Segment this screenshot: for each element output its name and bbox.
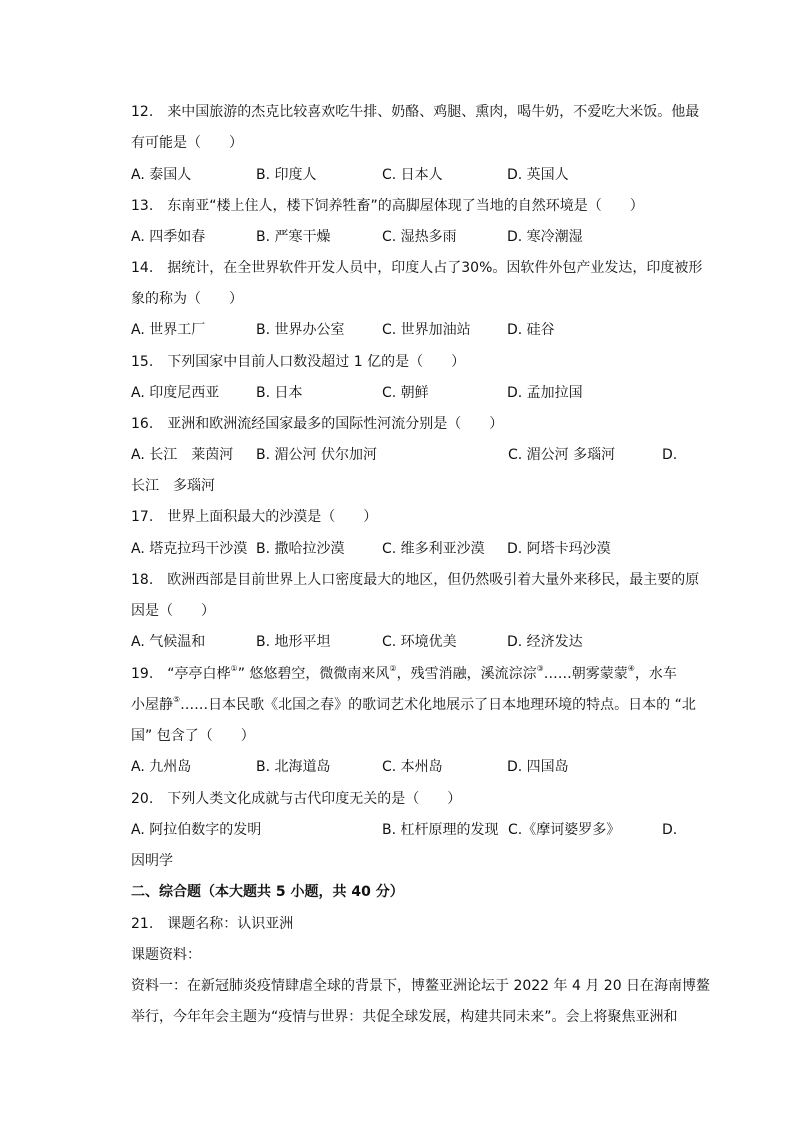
q19-options [131, 755, 696, 779]
section-2-title: 二、综合题（本大题共 5 小题，共 40 分） [131, 884, 404, 900]
q12-option-d: D. 英国人 [507, 167, 569, 183]
q20-option-d-text: 因明学 [131, 853, 173, 869]
q15-stem: 15. 下列国家中目前人口数没超过 1 亿的是（ ） [131, 354, 466, 370]
q17-option-b: B. 撒哈拉沙漠 [256, 541, 345, 557]
materials-label: 课题资料： [131, 947, 201, 963]
q12-option-c: C. 日本人 [382, 167, 443, 183]
q16-stem: 16. 亚洲和欧洲流经国家最多的国际性河流分别是（ ） [131, 416, 504, 432]
q18-options [131, 630, 696, 654]
q14-option-a: A. 世界工厂 [131, 322, 206, 338]
q16-option-a: A. 长江 莱茵河 [131, 447, 234, 463]
q21-stem: 21. 课题名称：认识亚洲 [131, 916, 294, 932]
q19-stem-line2 [131, 693, 696, 717]
q15-option-d: D. 孟加拉国 [507, 385, 583, 401]
q19-option-a: A. 九州岛 [131, 759, 192, 775]
q12-option-a: A. 泰国人 [131, 167, 192, 183]
q16-option-d-text: 长江 多瑙河 [131, 478, 215, 494]
q15-option-b: B. 日本 [256, 385, 303, 401]
q19-text: ……日本民歌《北国之春》的歌词艺术化地展示了日本地理环境的特点。日本的 “北 [180, 697, 696, 713]
q19-text: ……朝雾蒙蒙 [543, 666, 628, 682]
q20-stem: 20. 下列人类文化成就与古代印度无关的是（ ） [131, 791, 462, 807]
q18-option-d: D. 经济发达 [507, 634, 583, 650]
q14-option-b: B. 世界办公室 [256, 322, 345, 338]
q20-option-b: B. 杠杆原理的发现 [382, 822, 499, 838]
q19-option-c: C. 本州岛 [382, 759, 443, 775]
q13-option-a: A. 四季如春 [131, 229, 206, 245]
q17-options [131, 537, 696, 561]
q17-option-c: C. 维多利亚沙漠 [382, 541, 485, 557]
q16-options [131, 443, 696, 467]
q17-option-d: D. 阿塔卡玛沙漠 [507, 541, 611, 557]
q14-options [131, 318, 696, 342]
q12-stem-line2: 有可能是（ ） [131, 135, 243, 151]
q13-option-c: C. 湿热多雨 [382, 229, 457, 245]
q20-option-d: D. [662, 822, 678, 838]
q17-option-a: A. 塔克拉玛干沙漠 [131, 541, 248, 557]
material-1-line2: 举行，今年年会主题为“疫情与世界：共促全球发展，构建共同未来”。会上将聚焦亚洲和 [131, 1009, 678, 1025]
q13-options [131, 225, 696, 249]
q12-options [131, 163, 696, 187]
q20-options [131, 818, 696, 842]
q15-option-c: C. 朝鲜 [382, 385, 429, 401]
q18-option-b: B. 地形平坦 [256, 634, 331, 650]
q18-option-c: C. 环境优美 [382, 634, 457, 650]
q12-option-b: B. 印度人 [256, 167, 317, 183]
q14-stem-line2: 象的称为（ ） [131, 291, 243, 307]
q18-stem-line1: 18. 欧洲西部是目前世界上人口密度最大的地区，但仍然吸引着大量外来移民，最主要的原 [131, 572, 700, 588]
q14-option-d: D. 硅谷 [507, 322, 555, 338]
q13-option-b: B. 严寒干燥 [256, 229, 331, 245]
q20-option-c: C.《摩诃婆罗多》 [508, 822, 621, 838]
q19-stem-line3: 国” 包含了（ ） [131, 728, 255, 744]
q19-option-d: D. 四国岛 [507, 759, 569, 775]
footnote-mark: ① [230, 664, 238, 673]
q19-text: ” 悠悠碧空，微微南来风 [237, 666, 390, 682]
q18-option-a: A. 气候温和 [131, 634, 206, 650]
q19-option-b: B. 北海道岛 [256, 759, 331, 775]
q13-stem: 13. 东南亚“楼上住人，楼下饲养牲畜”的高脚屋体现了当地的自然环境是（ ） [131, 198, 644, 214]
material-1-line1: 资料一：在新冠肺炎疫情肆虐全球的背景下，博鳌亚洲论坛于 2022 年 4 月 20 日在海南博鳌 [131, 978, 711, 994]
q19-stem-line1 [131, 662, 696, 686]
q19-text: ，残雪消融，溪流淙淙 [396, 666, 537, 682]
footnote-mark: ④ [627, 664, 635, 673]
q19-text: 19. “亭亭白桦 [131, 666, 231, 682]
q18-stem-line2: 因是（ ） [131, 603, 215, 619]
q15-options [131, 381, 696, 405]
footnote-mark: ② [389, 664, 397, 673]
q19-text: 小屋静 [131, 697, 173, 713]
q16-option-c: C. 湄公河 多瑙河 [508, 447, 616, 463]
q16-option-d: D. [662, 447, 678, 463]
q16-option-b: B. 湄公河 伏尔加河 [256, 447, 377, 463]
q14-stem-line1: 14. 据统计，在全世界软件开发人员中，印度人占了30%。因软件外包产业发达，印度被形 [131, 260, 703, 276]
q17-stem: 17. 世界上面积最大的沙漠是（ ） [131, 509, 378, 525]
footnote-mark: ⑤ [173, 695, 181, 704]
q13-option-d: D. 寒冷潮湿 [507, 229, 583, 245]
q14-option-c: C. 世界加油站 [382, 322, 471, 338]
q15-option-a: A. 印度尼西亚 [131, 385, 220, 401]
q12-stem-line1: 12. 来中国旅游的杰克比较喜欢吃牛排、奶酪、鸡腿、熏肉，喝牛奶，不爱吃大米饭。他最 [131, 104, 700, 120]
q20-option-a: A. 阿拉伯数字的发明 [131, 822, 262, 838]
footnote-mark: ③ [536, 664, 544, 673]
q19-text: ，水车 [634, 666, 677, 682]
